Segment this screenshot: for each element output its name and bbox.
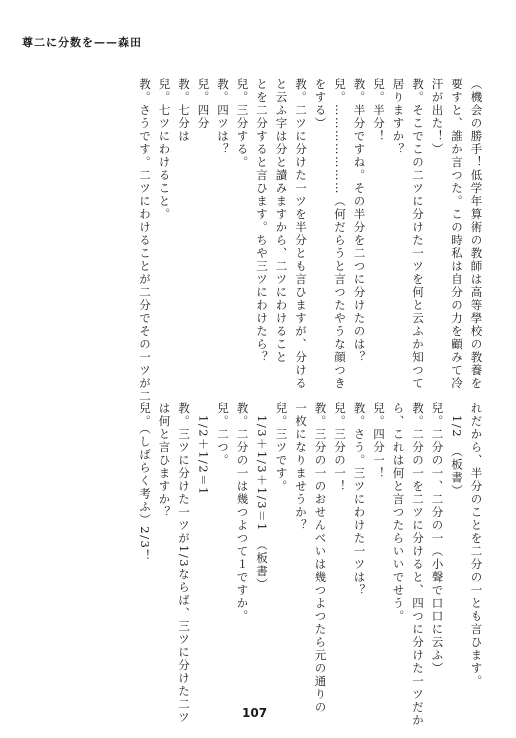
text-column: れだから、半分のことを二分の一とも言ひます。: [469, 402, 484, 688]
text-column: 1/3＋1/3＋1/3＝1 （板書）: [255, 402, 269, 592]
text-column: 兒。二つ。: [216, 402, 230, 467]
text-column: ら、これは何と言つたらいいでせう。: [391, 402, 406, 623]
page-number: 107: [242, 706, 268, 720]
text-column: 教。さう。三ツにわけた一ツは？: [352, 402, 367, 597]
text-column: 教。そこでこの二ツに分けた一ツを何と云ふか知つて: [411, 78, 425, 390]
text-column: 兒。半分！: [372, 78, 386, 143]
running-header: 尊二に分数を——森田: [22, 36, 142, 49]
text-column: 教。三ツに分けた一ツが1/3ならば、三ツに分けた二ツ: [177, 402, 191, 725]
text-column: 居りますか？: [391, 78, 406, 156]
text-column: は何と言ひますか？: [157, 402, 172, 519]
text-column: 1/2 （板書）: [450, 402, 464, 498]
text-column: 教。二ツに分けた一ツを半分とも言ひますが、分ける: [294, 78, 308, 390]
text-column: 兒。三分する。: [235, 78, 250, 169]
text-column: 教。三分の一のおせんべいは幾つよつたら元の通りの: [313, 402, 328, 714]
text-column: 教。七分は: [177, 78, 191, 143]
text-column: 兒。三ツです。: [274, 402, 289, 493]
text-column: 教。四ツは？: [216, 78, 230, 156]
text-column: とを二分すると言ひます。ちや三ツにわけたら？: [255, 78, 269, 364]
text-column: 兒。…………………（何だらうと言つたやうな顔つき: [333, 78, 347, 390]
text-column: （機会の勝手！低学年算術の教師は高等學校の教養を: [469, 78, 484, 390]
text-column: 兒。二分の一、二分の一（小聲で口口に云ふ）: [430, 402, 445, 675]
text-column: 一枚になりませうか？: [294, 402, 308, 532]
text-column: 教。二分の一を二ツに分けると、四つに分けた一ツだか: [411, 402, 425, 727]
text-column: 教。二分の一は幾つよつて１ですか。: [235, 402, 250, 623]
text-column: 兒。三分の一！: [333, 402, 347, 493]
text-column: 兒。四分: [196, 78, 211, 130]
text-column: 教。半分ですね。その半分を二つに分けたのは？: [352, 78, 367, 364]
text-column: と云ふ字は分と讀みますから、二ツにわけること: [274, 78, 289, 364]
text-column: 兒。（しばらく考ふ）2/3！: [138, 402, 152, 563]
text-column: 兒。七ツにわけること。: [157, 78, 172, 221]
text-column: 要すと、誰か言つた。この時私は自分の力を顧みて冷: [450, 78, 464, 390]
text-column: 教。さうです。二ツにわけることが二分でその一ツが二: [138, 78, 152, 403]
text-column: をする）: [313, 78, 328, 130]
text-column: 1/2＋1/2＝1: [196, 402, 211, 496]
text-column: 汗が出た！）: [430, 78, 445, 156]
text-column: 兒。四分一！: [372, 402, 386, 480]
